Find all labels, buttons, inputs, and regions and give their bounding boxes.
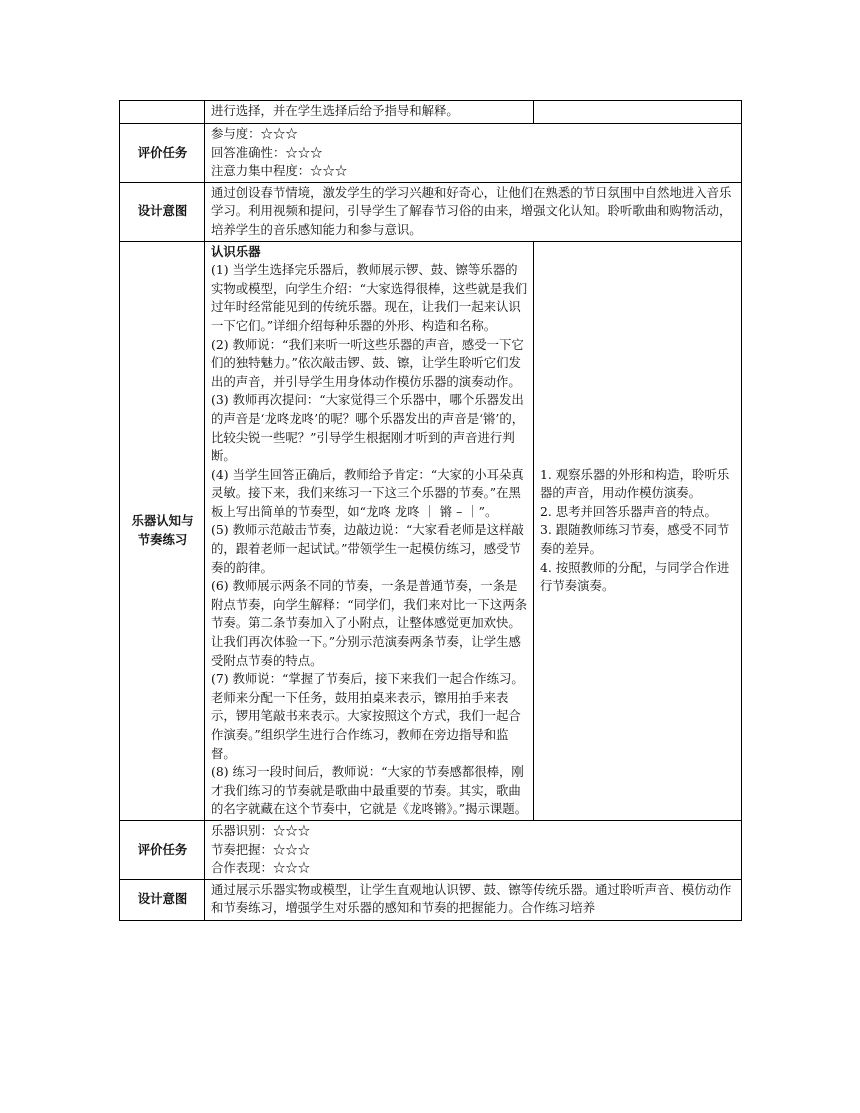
teacher-step: (4) 当学生回答正确后，教师给予肯定：“大家的小耳朵真灵敏。接下来，我们来练习一下这三个乐器的节奏。”在黑板上写出简单的节奏型，如“龙咚 龙咚 ｜ 锵 – ｜”。	[211, 466, 524, 519]
teacher-step: (1) 当学生选择完乐器后，教师展示锣、鼓、镲等乐器的实物或模型，向学生介绍：“大家选得很棒，这些就是我们过年时经常能见到的传统乐器。现在，让我们一起来认识一下它们。”详细介绍每种乐器的外形、构造和名称。	[211, 262, 528, 333]
row-instruments	[120, 241, 742, 820]
label-empty	[120, 101, 205, 124]
design-text: 通过创设春节情境，激发学生的学习兴趣和好奇心，让他们在熟悉的节日氛围中自然地进入音乐学习。利用视频和提问，引导学生了解春节习俗的由来，增强文化认知。聆听歌曲和购物活动，培养学生的音乐感知能力和参与意识。	[205, 182, 742, 241]
eval-line: 合作表现：☆☆☆	[211, 860, 311, 876]
eval-content	[205, 820, 742, 879]
eval-content	[205, 124, 742, 183]
teacher-step: (8) 练习一段时间后，教师说：“大家的节奏感都很棒，刚才我们练习的节奏就是歌曲中最重要的节奏。其实，歌曲的名字就藏在这个节奏中，它就是《龙咚锵》。”揭示课题。	[211, 764, 528, 817]
row-design-1	[120, 182, 742, 241]
design-text-truncated	[205, 879, 742, 920]
teacher-step: (2) 教师说：“我们来听一听这些乐器的声音，感受一下它们的独特魅力。”依次敲击锣、鼓、镲，让学生聆听它们发出的声音，并引导学生用身体动作模仿乐器的演奏动作。	[211, 336, 524, 389]
eval-line: 节奏把握：☆☆☆	[211, 841, 311, 857]
teacher-activities	[205, 241, 534, 820]
section-heading: 认识乐器	[211, 243, 261, 259]
teacher-step: (3) 教师再次提问：“大家觉得三个乐器中，哪个乐器发出的声音是‘龙咚龙咚’的呢？哪个乐器发出的声音是‘锵’的，比较尖锐一些呢？”引导学生根据刚才听到的声音进行判断。	[211, 392, 525, 464]
design-label: 设计意图	[120, 879, 205, 920]
teacher-step: (7) 教师说：“掌握了节奏后，接下来我们一起合作练习。老师来分配一下任务，鼓用拍桌来表示，镲用拍手来表示，锣用笔敲书来表示。大家按照这个方式，我们一起合作演奏。”组织学生进行合作练习，教师在旁边指导和监督。	[211, 671, 524, 761]
student-step: 1. 观察乐器的外形和构造，聆听乐器的声音，用动作模仿演奏。	[540, 466, 730, 501]
eval-label: 评价任务	[120, 820, 205, 879]
eval-line: 参与度：☆☆☆	[211, 126, 298, 141]
continued-text: 进行选择，并在学生选择后给予指导和解释。	[205, 101, 534, 124]
row-eval-2	[120, 820, 742, 879]
student-step: 4. 按照教师的分配，与同学合作进行节奏演奏。	[540, 559, 730, 594]
section-label: 乐器认知与节奏练习	[120, 241, 205, 820]
student-empty	[534, 101, 742, 124]
design-text: 通过展示乐器实物或模型，让学生直观地认识锣、鼓、镲等传统乐器。通过聆听声音、模仿动作和节奏练习，增强学生对乐器的感知和节奏的把握能力。合作练习培养	[211, 881, 732, 916]
row-design-2	[120, 879, 742, 920]
student-step: 3. 跟随教师练习节奏，感受不同节奏的差异。	[540, 522, 730, 557]
teacher-step: (6) 教师展示两条不同的节奏，一条是普通节奏，一条是附点节奏，向学生解释：“同学们，我们来对比一下这两条节奏。第二条节奏加入了小附点，让整体感觉更加欢快。让我们再次体验一下。”分别示范演奏两条节奏，让学生感受附点节奏的特点。	[211, 578, 528, 668]
design-label: 设计意图	[120, 182, 205, 241]
row-eval-1	[120, 124, 742, 183]
teacher-step: (5) 教师示范敲击节奏，边敲边说：“大家看老师是这样敲的，跟着老师一起试试。”带领学生一起模仿练习，感受节奏的韵律。	[211, 522, 524, 575]
eval-line: 乐器识别：☆☆☆	[211, 822, 311, 838]
eval-line: 注意力集中程度：☆☆☆	[211, 163, 348, 179]
student-step: 2. 思考并回答乐器声音的特点。	[540, 503, 717, 519]
lesson-plan-table	[119, 100, 742, 921]
eval-label: 评价任务	[120, 124, 205, 183]
row-continued	[120, 101, 742, 124]
student-activities	[534, 241, 742, 820]
eval-line: 回答准确性：☆☆☆	[211, 144, 323, 160]
